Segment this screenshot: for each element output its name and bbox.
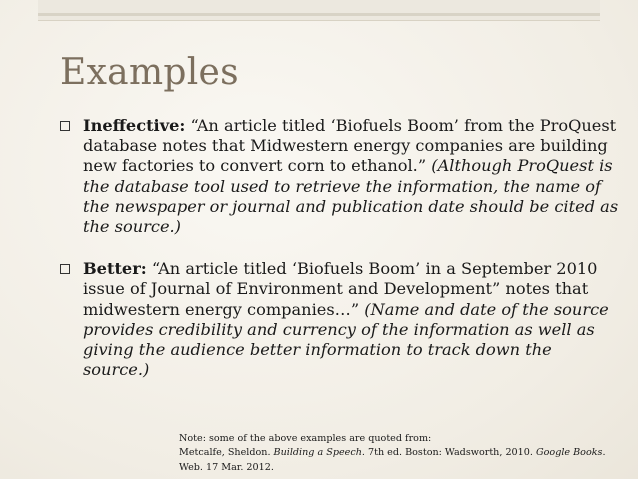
- bullet-list: [60, 116, 620, 402]
- citation-source: Google Books: [535, 447, 603, 459]
- citation-rest: . 7th ed. Boston: Wadsworth, 2010.: [361, 447, 536, 459]
- bullet-text: “An article titled ‘Biofuels Boom’ in a September 2010 issue of Journal of Environment and Development” notes that midwestern energy companies…”: [83, 259, 598, 319]
- footnote: [179, 432, 619, 475]
- bullet-text: “An article titled ‘Biofuels Boom’ from the ProQuest database notes that Midwestern energy companies are building new factories to convert corn to ethanol.”: [83, 116, 617, 176]
- footnote-line: Note: some of the above examples are quoted from:: [179, 433, 432, 444]
- bullet-ineffective: [60, 116, 620, 237]
- square-bullet-icon: [60, 121, 70, 131]
- footnote-citation: [179, 446, 619, 475]
- slide-title: Examples: [60, 52, 239, 93]
- citation-title: Building a Speech: [273, 447, 362, 459]
- citation-author: Metcalfe, Sheldon.: [179, 447, 274, 459]
- bullet-label: Ineffective:: [83, 116, 186, 135]
- square-bullet-icon: [60, 264, 70, 274]
- bullet-note: (Although ProQuest is the database tool used to retrieve the information, the name of the newspaper or journal and publication date should be cited as the source.): [83, 156, 619, 237]
- citation-end: . Web. 17 Mar. 2012.: [179, 447, 606, 473]
- top-bar-rule: [38, 13, 600, 16]
- bullet-note: (Name and date of the source provides credibility and currency of the information as well as giving the audience better information to track down the source.): [83, 299, 609, 380]
- top-decorative-bar: [38, 0, 600, 21]
- bullet-better: [60, 259, 620, 380]
- bullet-label: Better:: [83, 259, 147, 279]
